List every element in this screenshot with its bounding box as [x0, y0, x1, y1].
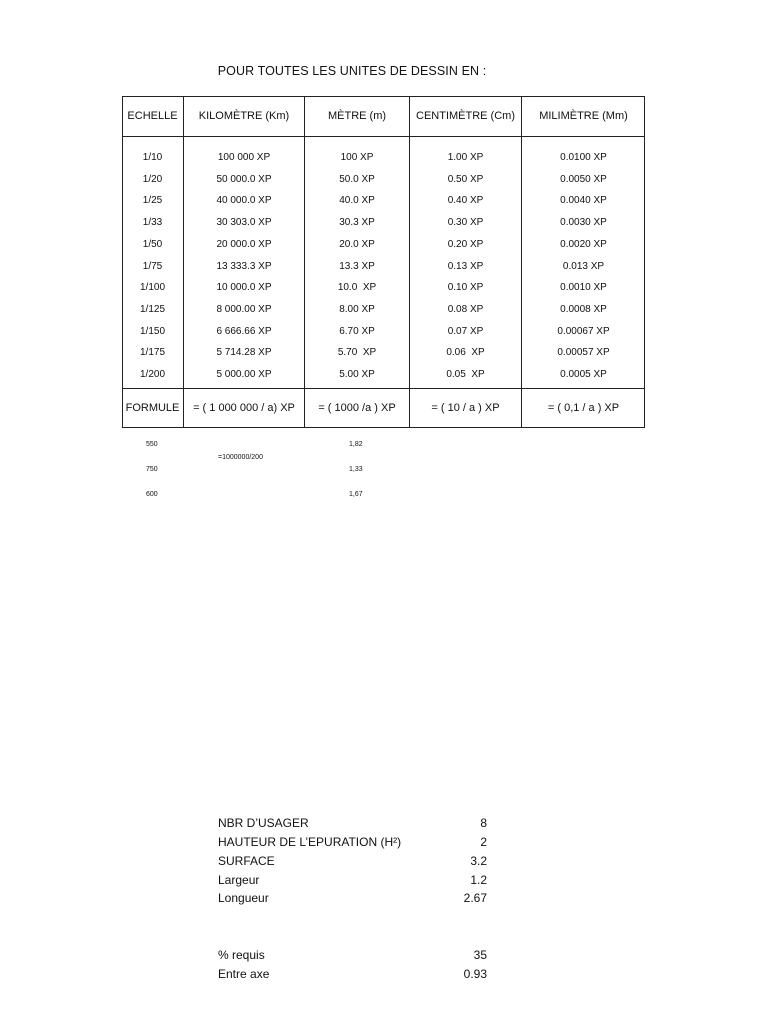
cell-milimetre: 0.00057 XP: [557, 347, 610, 359]
summary-label: Entre axe: [218, 967, 270, 981]
side-value: 1,82: [349, 441, 363, 448]
cell-centimetre: 0.06 XP: [446, 347, 485, 359]
side-formula: =1000000/200: [218, 454, 263, 461]
formula-milimetre: = ( 0,1 / a ) XP: [547, 402, 620, 414]
cell-metre: 10.0 XP: [337, 282, 377, 294]
cell-echelle: 1/75: [142, 260, 163, 272]
formula-kilometre: = ( 1 000 000 / a) XP: [193, 402, 295, 414]
side-value: 550: [146, 441, 158, 448]
cell-kilometre: 8 000.00 XP: [216, 303, 272, 315]
cell-centimetre: 0.08 XP: [447, 303, 484, 315]
cell-metre: 20.0 XP: [339, 238, 375, 250]
cell-echelle: 1/20: [142, 173, 163, 185]
formula-label: FORMULE: [125, 402, 180, 414]
summary-value: 1.2: [470, 873, 487, 887]
cell-centimetre: 0.05 XP: [446, 369, 485, 380]
cell-kilometre: 20 000.0 XP: [216, 238, 272, 250]
formula-centimetre: = ( 10 / a ) XP: [431, 402, 500, 414]
cell-echelle: 1/200: [139, 369, 166, 380]
summary-label: HAUTEUR DE L’EPURATION (H²): [218, 835, 402, 849]
side-value: 750: [146, 466, 158, 473]
cell-echelle: 1/25: [142, 195, 163, 207]
cell-kilometre: 100 000 XP: [217, 152, 271, 163]
cell-centimetre: 0.10 XP: [447, 282, 484, 294]
summary-value: 8: [480, 816, 487, 830]
cell-centimetre: 0.07 XP: [447, 325, 484, 337]
cell-centimetre: 0.50 XP: [447, 173, 484, 185]
formula-metre: = ( 1000 /a ) XP: [318, 402, 396, 414]
cell-metre: 50.0 XP: [339, 173, 375, 185]
summary-label: NBR D’USAGER: [218, 816, 309, 830]
cell-kilometre: 50 000.0 XP: [216, 173, 272, 185]
cell-milimetre: 0.0008 XP: [560, 303, 607, 315]
summary-value: 3.2: [470, 854, 487, 868]
page-title: POUR TOUTES LES UNITES DE DESSIN EN :: [217, 64, 487, 78]
header-milimetre: MILIMÈTRE (Mm): [539, 110, 628, 122]
cell-metre: 5.70 XP: [337, 347, 377, 359]
cell-kilometre: 5 000.00 XP: [216, 369, 272, 380]
cell-echelle: 1/100: [139, 282, 166, 294]
summary-value: 2.67: [463, 891, 487, 905]
cell-milimetre: 0.0030 XP: [560, 217, 607, 229]
header-centimetre: CENTIMÈTRE (Cm): [416, 110, 515, 122]
cell-milimetre: 0.0050 XP: [560, 173, 607, 185]
cell-centimetre: 1.00 XP: [447, 152, 484, 163]
side-value: 600: [146, 491, 158, 498]
side-value: 1,67: [349, 491, 363, 498]
cell-metre: 6.70 XP: [339, 325, 375, 337]
summary-value: 2: [480, 835, 487, 849]
cell-echelle: 1/10: [142, 152, 163, 163]
cell-milimetre: 0.0100 XP: [560, 152, 607, 163]
cell-echelle: 1/150: [139, 325, 166, 337]
cell-kilometre: 6 666.66 XP: [216, 325, 272, 337]
summary-label: % requis: [218, 948, 265, 962]
cell-kilometre: 30 303.0 XP: [216, 217, 272, 229]
cell-kilometre: 10 000.0 XP: [216, 282, 272, 294]
header-echelle: ECHELLE: [127, 110, 178, 122]
side-value: 1,33: [349, 466, 363, 473]
cell-centimetre: 0.30 XP: [447, 217, 484, 229]
summary-label: Largeur: [218, 873, 260, 887]
cell-metre: 13.3 XP: [339, 260, 375, 272]
cell-echelle: 1/125: [139, 303, 166, 315]
cell-metre: 5.00 XP: [339, 369, 375, 380]
header-metre: MÈTRE (m): [327, 110, 387, 122]
summary-label: Longueur: [218, 891, 269, 905]
cell-milimetre: 0.0020 XP: [560, 238, 607, 250]
cell-milimetre: 0.0040 XP: [560, 195, 607, 207]
cell-metre: 100 XP: [340, 152, 374, 163]
cell-milimetre: 0.013 XP: [562, 260, 605, 272]
cell-echelle: 1/175: [139, 347, 166, 359]
cell-milimetre: 0.00067 XP: [557, 325, 610, 337]
summary-value: 0.93: [463, 967, 487, 981]
header-kilometre: KILOMÈTRE (Km): [198, 110, 290, 122]
cell-echelle: 1/33: [142, 217, 163, 229]
summary-label: SURFACE: [218, 854, 275, 868]
cell-kilometre: 40 000.0 XP: [216, 195, 272, 207]
cell-metre: 40.0 XP: [339, 195, 375, 207]
summary-value: 35: [473, 948, 487, 962]
cell-milimetre: 0.0010 XP: [560, 282, 607, 294]
header-divider: [122, 136, 645, 137]
cell-kilometre: 5 714.28 XP: [216, 347, 272, 359]
cell-centimetre: 0.40 XP: [447, 195, 484, 207]
cell-metre: 8.00 XP: [339, 303, 375, 315]
cell-echelle: 1/50: [142, 238, 163, 250]
cell-centimetre: 0.13 XP: [447, 260, 484, 272]
cell-metre: 30.3 XP: [339, 217, 375, 229]
cell-centimetre: 0.20 XP: [447, 238, 484, 250]
cell-milimetre: 0.0005 XP: [560, 369, 607, 380]
cell-kilometre: 13 333.3 XP: [216, 260, 272, 272]
